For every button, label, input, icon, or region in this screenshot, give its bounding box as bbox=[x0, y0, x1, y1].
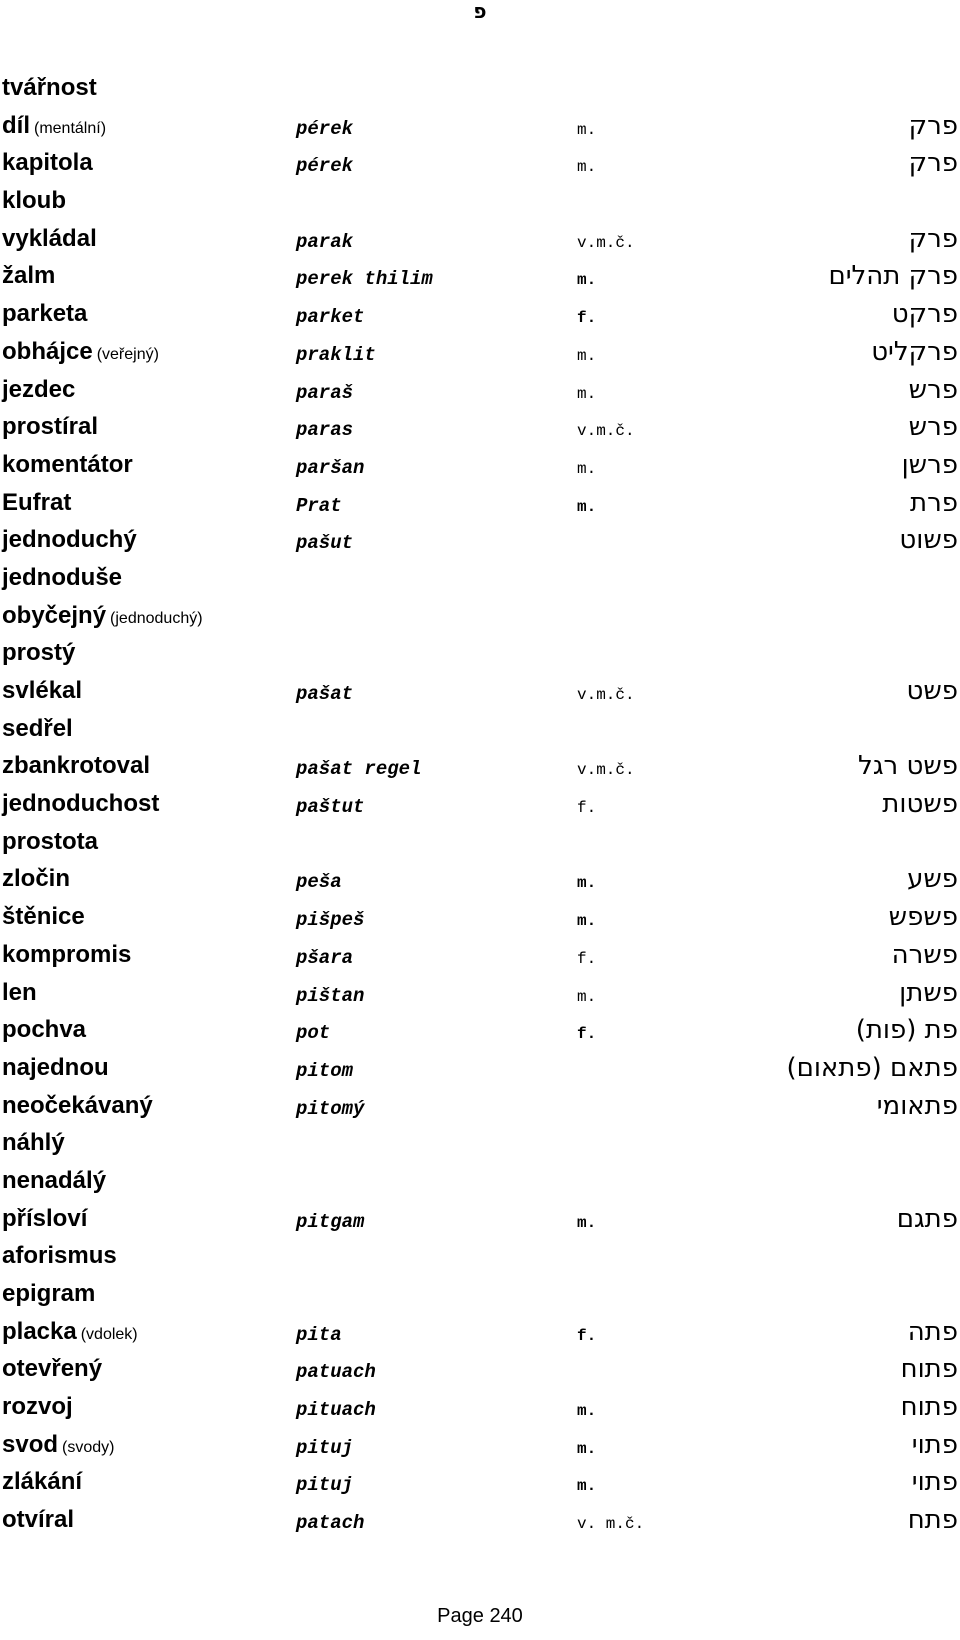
dictionary-entry bbox=[0, 709, 960, 747]
czech-word: prostota bbox=[2, 827, 98, 855]
czech-term bbox=[2, 1129, 65, 1157]
section-letter: פ bbox=[473, 0, 487, 23]
czech-term bbox=[2, 376, 75, 404]
hebrew-word: פתוי bbox=[911, 1429, 958, 1460]
czech-term bbox=[2, 941, 131, 969]
czech-word: Eufrat bbox=[2, 488, 72, 516]
transliteration: pitom bbox=[296, 1059, 354, 1082]
hebrew-word: פתוח bbox=[900, 1392, 958, 1423]
czech-word: kloub bbox=[2, 187, 66, 215]
dictionary-entry bbox=[0, 1123, 960, 1161]
dictionary-entry bbox=[0, 1425, 960, 1463]
czech-word: náhlý bbox=[2, 1129, 65, 1157]
dictionary-entry bbox=[0, 68, 960, 106]
hebrew-word: פרת bbox=[909, 487, 958, 518]
czech-word: otevřený bbox=[2, 1355, 103, 1383]
czech-term bbox=[2, 828, 98, 856]
czech-word: sedřel bbox=[2, 714, 73, 742]
czech-note: (vdolek) bbox=[80, 1325, 138, 1343]
dictionary-entry bbox=[0, 1387, 960, 1425]
czech-word: aforismus bbox=[2, 1242, 117, 1270]
dictionary-entry bbox=[0, 370, 960, 408]
czech-term bbox=[2, 1431, 114, 1462]
transliteration: pita bbox=[296, 1323, 342, 1346]
czech-term bbox=[2, 602, 203, 633]
czech-word: rozvoj bbox=[2, 1393, 73, 1421]
dictionary-entry bbox=[0, 558, 960, 596]
hebrew-word: פרקט bbox=[891, 299, 958, 330]
transliteration: pašat regel bbox=[296, 758, 422, 781]
transliteration: parket bbox=[296, 306, 365, 329]
czech-term bbox=[2, 1167, 106, 1195]
grammar-tag: v. m.č. bbox=[577, 1515, 645, 1534]
hebrew-word: פרק תהלים bbox=[828, 261, 958, 292]
hebrew-word: פשפש bbox=[888, 902, 958, 933]
grammar-tag: v.m.č. bbox=[577, 686, 635, 704]
czech-word: prostíral bbox=[2, 413, 99, 441]
czech-word: prostý bbox=[2, 639, 76, 667]
czech-word: přísloví bbox=[2, 1204, 88, 1232]
dictionary-entry bbox=[0, 1086, 960, 1124]
transliteration: patuach bbox=[296, 1361, 376, 1384]
czech-term bbox=[2, 1242, 117, 1270]
dictionary-entry bbox=[0, 332, 960, 370]
hebrew-word: פרש bbox=[908, 412, 958, 443]
czech-term bbox=[2, 715, 73, 743]
czech-term bbox=[2, 1016, 86, 1044]
czech-term bbox=[2, 300, 87, 328]
czech-word: jezdec bbox=[2, 375, 76, 403]
czech-term bbox=[2, 1280, 95, 1308]
grammar-tag: m. bbox=[577, 1477, 597, 1496]
czech-word: jednoduše bbox=[2, 563, 123, 591]
grammar-tag: m. bbox=[577, 158, 597, 177]
czech-word: placka bbox=[2, 1317, 77, 1345]
hebrew-word: פשטות bbox=[882, 789, 958, 820]
dictionary-entry bbox=[0, 859, 960, 897]
czech-word: vykládal bbox=[2, 224, 97, 252]
grammar-tag: m. bbox=[577, 874, 597, 893]
page-number: Page 240 bbox=[437, 1605, 523, 1627]
hebrew-word: פשרה bbox=[891, 939, 958, 970]
dictionary-entry bbox=[0, 483, 960, 521]
transliteration: paraš bbox=[296, 381, 354, 404]
transliteration: paras bbox=[296, 419, 354, 442]
transliteration: pitomý bbox=[296, 1097, 365, 1120]
transliteration: pišpeš bbox=[296, 909, 365, 932]
dictionary-entry bbox=[0, 596, 960, 634]
transliteration: pašat bbox=[296, 683, 354, 705]
transliteration: pituach bbox=[296, 1399, 376, 1422]
czech-word: epigram bbox=[2, 1280, 96, 1307]
transliteration: pot bbox=[296, 1022, 331, 1045]
czech-term bbox=[2, 1468, 82, 1496]
grammar-tag: v.m.č. bbox=[577, 233, 635, 252]
czech-word: najednou bbox=[2, 1053, 109, 1081]
czech-term bbox=[2, 262, 55, 290]
czech-term bbox=[2, 413, 98, 441]
hebrew-word: פשתן bbox=[899, 977, 958, 1008]
dictionary-entry bbox=[0, 219, 960, 257]
dictionary-entry bbox=[0, 1312, 960, 1350]
hebrew-word: פרק bbox=[908, 223, 958, 254]
czech-word: komentátor bbox=[2, 450, 133, 478]
dictionary-entries bbox=[0, 68, 960, 1538]
czech-word: svlékal bbox=[2, 677, 83, 704]
czech-term bbox=[2, 979, 37, 1007]
czech-term bbox=[2, 74, 97, 102]
dictionary-entry bbox=[0, 935, 960, 973]
czech-note: (jednoduchý) bbox=[110, 609, 203, 627]
transliteration: patach bbox=[296, 1512, 365, 1535]
czech-word: len bbox=[2, 978, 37, 1006]
czech-note: (svody) bbox=[62, 1438, 115, 1456]
hebrew-word: פרק bbox=[908, 148, 958, 179]
dictionary-entry bbox=[0, 143, 960, 181]
hebrew-word: פתה bbox=[907, 1316, 958, 1347]
grammar-tag: m. bbox=[577, 1213, 597, 1232]
dictionary-entry bbox=[0, 633, 960, 671]
czech-term bbox=[2, 790, 159, 818]
grammar-tag: m. bbox=[577, 912, 597, 931]
grammar-tag: m. bbox=[577, 384, 597, 403]
czech-note: (mentální) bbox=[34, 119, 107, 137]
czech-word: nenadálý bbox=[2, 1166, 107, 1194]
czech-term bbox=[2, 1355, 102, 1383]
czech-term bbox=[2, 677, 82, 705]
hebrew-word: פרק bbox=[908, 110, 958, 141]
czech-term bbox=[2, 1318, 138, 1349]
grammar-tag: m. bbox=[577, 1439, 597, 1458]
czech-word: otvíral bbox=[2, 1506, 75, 1534]
dictionary-entry bbox=[0, 1349, 960, 1387]
czech-term bbox=[2, 451, 133, 479]
czech-word: obhájce bbox=[2, 337, 93, 365]
dictionary-entry bbox=[0, 746, 960, 784]
grammar-tag: f. bbox=[577, 799, 597, 818]
czech-term bbox=[2, 1092, 153, 1120]
hebrew-word: פתוח bbox=[900, 1354, 958, 1385]
transliteration: peša bbox=[296, 871, 342, 894]
grammar-tag: m. bbox=[577, 497, 597, 516]
czech-term bbox=[2, 489, 71, 517]
transliteration: pituj bbox=[296, 1474, 354, 1497]
dictionary-entry bbox=[0, 1236, 960, 1274]
transliteration: pituj bbox=[296, 1436, 354, 1459]
transliteration: pašut bbox=[296, 532, 354, 555]
transliteration: pérek bbox=[296, 117, 354, 140]
hebrew-word: פשט רגל bbox=[858, 751, 958, 782]
czech-word: díl bbox=[2, 111, 30, 139]
hebrew-word: פת (פות) bbox=[855, 1015, 958, 1046]
dictionary-entry bbox=[0, 256, 960, 294]
czech-term bbox=[2, 865, 70, 893]
dictionary-entry bbox=[0, 784, 960, 822]
dictionary-entry bbox=[0, 407, 960, 445]
transliteration: pištan bbox=[296, 984, 365, 1007]
dictionary-entry bbox=[0, 181, 960, 219]
dictionary-entry bbox=[0, 671, 960, 709]
dictionary-entry bbox=[0, 1161, 960, 1199]
czech-term bbox=[2, 1205, 87, 1233]
czech-word: neočekávaný bbox=[2, 1091, 153, 1119]
czech-word: obyčejný bbox=[2, 601, 107, 629]
czech-term bbox=[2, 564, 122, 592]
czech-term bbox=[2, 149, 93, 177]
czech-word: tvářnost bbox=[2, 74, 97, 101]
czech-term bbox=[2, 903, 85, 931]
hebrew-word: פשע bbox=[907, 864, 958, 895]
transliteration: parak bbox=[296, 230, 354, 253]
hebrew-word: פתאומי bbox=[876, 1090, 958, 1121]
transliteration: pšara bbox=[296, 946, 354, 969]
czech-term bbox=[2, 1054, 109, 1082]
dictionary-entry bbox=[0, 1274, 960, 1312]
hebrew-word: פתאם (פתאום) bbox=[786, 1052, 958, 1083]
czech-term bbox=[2, 1506, 74, 1534]
hebrew-word: פרשן bbox=[901, 449, 958, 480]
grammar-tag: f. bbox=[577, 1326, 597, 1345]
grammar-tag: m. bbox=[577, 459, 597, 478]
czech-term bbox=[2, 112, 106, 143]
dictionary-entry bbox=[0, 1010, 960, 1048]
czech-note: (veřejný) bbox=[96, 345, 159, 363]
czech-term bbox=[2, 338, 159, 369]
czech-term bbox=[2, 526, 137, 554]
grammar-tag: v.m.č. bbox=[577, 422, 635, 441]
dictionary-entry bbox=[0, 106, 960, 144]
grammar-tag: m. bbox=[577, 987, 597, 1006]
dictionary-entry bbox=[0, 1462, 960, 1500]
dictionary-entry bbox=[0, 973, 960, 1011]
dictionary-entry bbox=[0, 445, 960, 483]
czech-word: kompromis bbox=[2, 940, 132, 968]
transliteration: perek thilim bbox=[296, 268, 433, 291]
transliteration: paršan bbox=[296, 456, 365, 479]
transliteration: pérek bbox=[296, 155, 354, 178]
dictionary-entry bbox=[0, 897, 960, 935]
grammar-tag: m. bbox=[577, 346, 597, 365]
transliteration: pitgam bbox=[296, 1210, 365, 1233]
grammar-tag: m. bbox=[577, 1402, 597, 1421]
czech-word: kapitola bbox=[2, 149, 93, 177]
czech-term bbox=[2, 225, 97, 253]
hebrew-word: פתוי bbox=[911, 1467, 958, 1498]
grammar-tag: m. bbox=[577, 120, 597, 139]
dictionary-entry bbox=[0, 1048, 960, 1086]
transliteration: Prat bbox=[296, 494, 342, 517]
czech-word: parketa bbox=[2, 300, 88, 328]
hebrew-word: פתגם bbox=[896, 1203, 958, 1234]
transliteration: paštut bbox=[296, 796, 365, 819]
czech-word: štěnice bbox=[2, 903, 85, 931]
dictionary-entry bbox=[0, 1500, 960, 1538]
hebrew-word: פרקליט bbox=[871, 336, 958, 367]
grammar-tag: f. bbox=[577, 949, 597, 968]
hebrew-word: פתח bbox=[907, 1505, 958, 1536]
grammar-tag: f. bbox=[577, 309, 597, 328]
czech-word: jednoduchý bbox=[2, 526, 137, 554]
transliteration: praklit bbox=[296, 343, 376, 366]
czech-word: svod bbox=[2, 1430, 59, 1458]
czech-term bbox=[2, 1393, 73, 1421]
grammar-tag: v.m.č. bbox=[577, 761, 635, 780]
hebrew-word: פשוט bbox=[899, 525, 958, 556]
czech-term bbox=[2, 639, 75, 667]
czech-term bbox=[2, 187, 66, 215]
czech-word: jednoduchost bbox=[2, 790, 160, 818]
grammar-tag: f. bbox=[577, 1025, 597, 1044]
dictionary-entry bbox=[0, 294, 960, 332]
czech-word: žalm bbox=[2, 262, 56, 290]
dictionary-entry bbox=[0, 1199, 960, 1237]
dictionary-entry bbox=[0, 520, 960, 558]
czech-word: pochva bbox=[2, 1016, 87, 1044]
czech-word: zbankrotoval bbox=[2, 752, 151, 780]
hebrew-word: פרש bbox=[908, 374, 958, 405]
hebrew-word: פשט bbox=[906, 676, 958, 706]
czech-term bbox=[2, 752, 150, 780]
dictionary-entry bbox=[0, 822, 960, 860]
czech-word: zlákání bbox=[2, 1468, 83, 1496]
grammar-tag: m. bbox=[577, 271, 597, 290]
czech-word: zločin bbox=[2, 865, 71, 893]
